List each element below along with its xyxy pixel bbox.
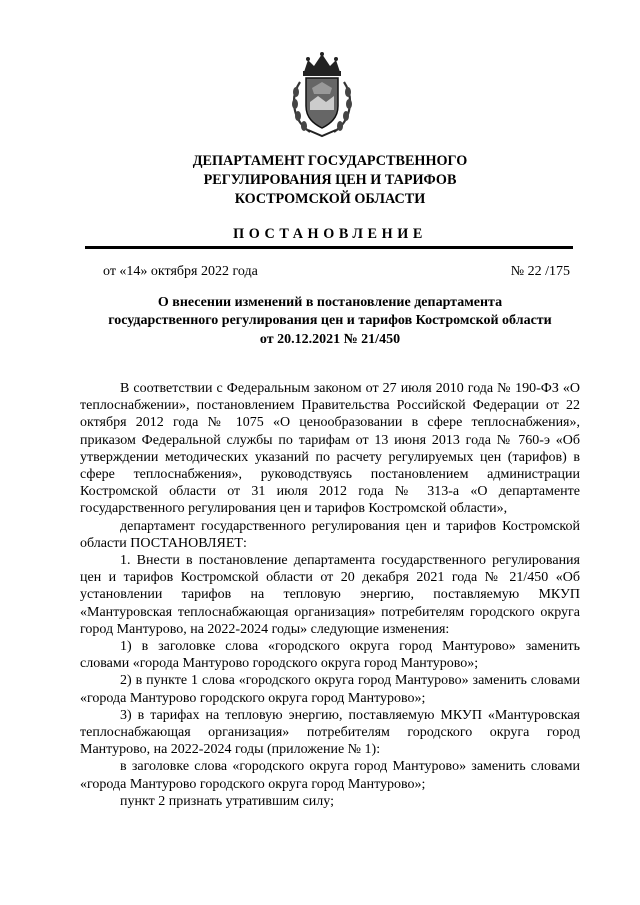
body-paragraph-subitem-1: 1) в заголовке слова «городского округа город Мантурово» заменить словами «города Мантурово городского округа город Мантурово»;: [80, 639, 580, 672]
department-header: [80, 152, 580, 209]
body-paragraph-subitem-2: 2) в пункте 1 слова «городского округа город Мантурово» заменить словами «города Мантурово городского округа город Мантурово»;: [80, 673, 580, 706]
header-line-2: РЕГУЛИРОВАНИЯ ЦЕН И ТАРИФОВ: [203, 172, 457, 188]
body-paragraph-resolves: департамент государственного регулирования цен и тарифов Костромской области ПОСТАНОВЛЯЕТ:: [80, 518, 580, 551]
document-date: от «14» октября 2022 года: [103, 264, 258, 279]
header-divider: [85, 246, 573, 249]
document-body: [80, 380, 580, 810]
document-type-title: ПОСТАНОВЛЕНИЕ: [233, 226, 427, 242]
header-line-3: КОСТРОМСКОЙ ОБЛАСТИ: [234, 191, 426, 207]
document-subject: [80, 294, 580, 349]
body-paragraph-item-1: 1. Внести в постановление департамента государственного регулирования цен и тарифов Костромской области от 20 декабря 2021 года № 21/450 «Об установлении тарифов на тепловую энергию, поставляемую МКУП «Мантуровская теплоснабжающая организация» потребителям городского округа город Мантурово, на 2022-2024 годы» следующие изменения:: [80, 553, 580, 637]
subject-line-2: государственного регулирования цен и тарифов Костромской области: [108, 313, 552, 329]
subject-line-1: О внесении изменений в постановление департамента: [157, 295, 503, 310]
coat-of-arms-emblem: [290, 52, 354, 138]
header-line-1: ДЕПАРТАМЕНТ ГОСУДАРСТВЕННОГО: [192, 153, 468, 169]
document-number: № 22 /175: [510, 264, 570, 279]
body-paragraph-point-2: пункт 2 признать утратившим силу;: [120, 793, 334, 809]
body-paragraph-heading-change: в заголовке слова «городского округа город Мантурово» заменить словами «города Мантурово городского округа город Мантурово»;: [80, 759, 580, 792]
body-paragraph-subitem-3: 3) в тарифах на тепловую энергию, поставляемую МКУП «Мантуровская теплоснабжающая организация» потребителям городского округа город Мантурово, на 2022-2024 годы (приложение № 1):: [80, 707, 580, 758]
subject-line-3: от 20.12.2021 № 21/450: [259, 331, 401, 347]
body-paragraph-preamble: В соответствии с Федеральным законом от 27 июля 2010 года № 190-ФЗ «О теплоснабжении», постановлением Правительства Российской Федерации от 22 октября 2012 года № 1075 «О ценообразовании в сфере теплоснабжения», приказом Федеральной службы по тарифам от 13 июня 2013 года № 760-э «Об утверждении методических указаний по расчету регулируемых цен (тарифов) в сфере теплоснабжения», руководствуясь постановлением администрации Костромской области от 31 июля 2012 года № 313-а «О департаменте государственного регулирования цен и тарифов Костромской области»,: [80, 381, 580, 517]
